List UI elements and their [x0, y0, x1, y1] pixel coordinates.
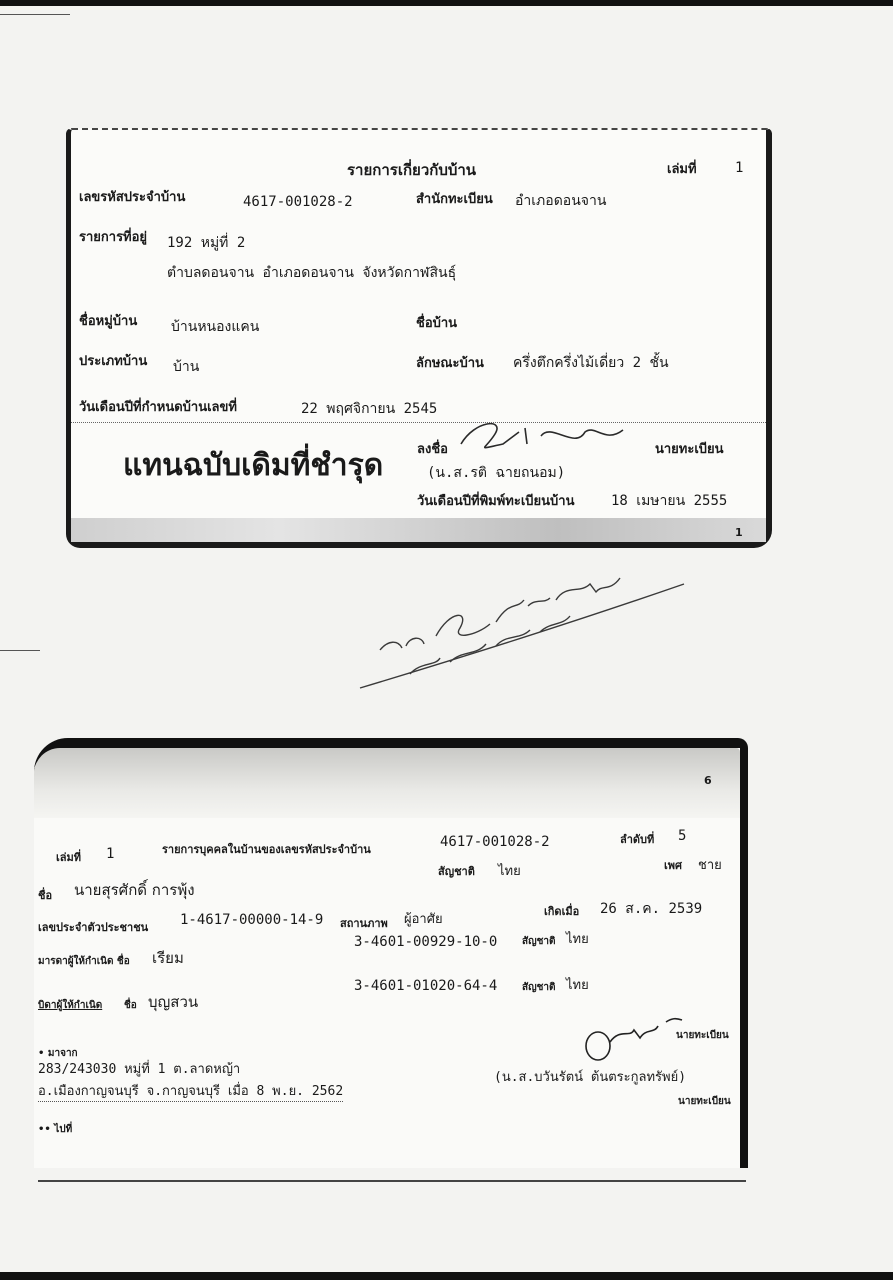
- address-label: รายการที่อยู่: [79, 230, 148, 245]
- page-number: 6: [704, 774, 712, 787]
- scan-bottom-border: [0, 1272, 893, 1280]
- scan-edge-mark: [0, 650, 40, 651]
- house-id-label: เลขรหัสประจำบ้าน: [79, 190, 186, 205]
- house-style-label: ลักษณะบ้าน: [416, 356, 484, 371]
- mother-id: 3-4601-00929-10-0: [354, 934, 498, 950]
- father-nat-label: สัญชาติ: [522, 982, 556, 993]
- status: ผู้อาศัย: [404, 912, 443, 927]
- numbered-date: 22 พฤศจิกายน 2545: [301, 401, 438, 417]
- registrar2-name: (น.ส.บวันรัตน์ ต้นตระกูลทรัพย์): [494, 1070, 687, 1085]
- father-nat: ไทย: [566, 978, 589, 993]
- house-id: 4617-001028-2: [440, 834, 550, 850]
- registrar-office-label: สำนักทะเบียน: [416, 192, 493, 207]
- persons-title: รายการบุคคลในบ้านของเลขรหัสประจำบ้าน: [162, 843, 371, 856]
- order-number: 5: [678, 828, 687, 844]
- book-label: เล่มที่: [667, 162, 697, 177]
- registrar-signature: [455, 414, 635, 454]
- house-name-label: ชื่อบ้าน: [416, 316, 458, 331]
- house-type: บ้าน: [173, 359, 200, 375]
- address-line2: ตำบลดอนจาน อำเภอดอนจาน จังหวัดกาฬสินธุ์: [167, 265, 457, 281]
- address-line1: 192 หมู่ที่ 2: [167, 235, 246, 251]
- print-date-label: วันเดือนปีที่พิมพ์ทะเบียนบ้าน: [417, 494, 575, 509]
- nationality: ไทย: [498, 864, 521, 879]
- mother-nat: ไทย: [566, 932, 589, 947]
- book-label: เล่มที่: [56, 851, 82, 864]
- numbered-date-label: วันเดือนปีที่กำหนดบ้านเลขที่: [79, 400, 237, 415]
- village-label: ชื่อหมู่บ้าน: [79, 314, 138, 329]
- scan-top-border: [0, 0, 893, 6]
- id-number: 1-4617-00000-14-9: [180, 912, 324, 928]
- registrar-title: นายทะเบียน: [655, 442, 724, 457]
- father-name: บุญสวน: [148, 993, 199, 1011]
- page-number: 1: [735, 526, 743, 539]
- house-style: ครึ่งตึกครึ่งไม้เดี่ยว 2 ชั้น: [513, 355, 669, 371]
- father-id: 3-4601-01020-64-4: [354, 978, 498, 994]
- card-title: รายการเกี่ยวกับบ้าน: [347, 161, 477, 179]
- person-name: นายสุรศักดิ์ การพุ้ง: [74, 881, 195, 899]
- order-label: ลำดับที่: [620, 833, 655, 846]
- father-name-label: ชื่อ: [124, 1000, 137, 1011]
- house-info-card: [66, 128, 772, 548]
- nationality-label: สัญชาติ: [438, 865, 475, 878]
- father-label: บิดาผู้ให้กำเนิด: [38, 1000, 103, 1011]
- to-label: •• ไปที่: [38, 1124, 73, 1135]
- mother-label: มารดาผู้ให้กำเนิด ชื่อ: [38, 956, 130, 967]
- print-date: 18 เมษายน 2555: [611, 493, 728, 509]
- name-label: ชื่อ: [38, 889, 53, 902]
- mother-name: เรียม: [152, 949, 184, 967]
- card-curl-shadow: [34, 748, 740, 818]
- mother-nat-label: สัญชาติ: [522, 936, 556, 947]
- registrar-office: อำเภอดอนจาน: [515, 193, 607, 209]
- village: บ้านหนองแคน: [171, 319, 260, 335]
- person-record-card: [34, 738, 748, 1168]
- birth-label: เกิดเมื่อ: [544, 905, 580, 918]
- card-bottom-line: [38, 1180, 746, 1182]
- sign-label: ลงชื่อ: [417, 442, 448, 457]
- house-id: 4617-001028-2: [243, 194, 353, 210]
- from-label: • มาจาก: [38, 1048, 78, 1059]
- registrar-signature: [574, 1008, 684, 1068]
- divider: [71, 422, 766, 423]
- sex: ชาย: [698, 858, 722, 873]
- book-number: 1: [106, 846, 115, 862]
- registrar2-title: นายทะเบียน: [678, 1096, 731, 1107]
- sex-label: เพศ: [664, 859, 682, 872]
- handwritten-certification: [340, 570, 700, 700]
- house-type-label: ประเภทบ้าน: [79, 354, 148, 369]
- registrar-title: นายทะเบียน: [676, 1030, 729, 1041]
- from-line2: อ.เมืองกาญจนบุรี จ.กาญจนบุรี เมื่อ 8 พ.ย. 2562: [38, 1080, 343, 1102]
- card-bottom-band: [71, 518, 766, 542]
- from-line1: 283/243030 หมู่ที่ 1 ต.ลาดหญ้า: [38, 1062, 241, 1077]
- id-label: เลขประจำตัวประชาชน: [38, 921, 149, 934]
- registrar-name: (น.ส.รติ ฉายถนอม): [427, 465, 566, 481]
- book-number: 1: [735, 160, 744, 176]
- scan-edge-mark: [0, 14, 70, 15]
- replacement-notice: แทนฉบับเดิมที่ชำรุด: [123, 448, 384, 483]
- status-label: สถานภาพ: [340, 917, 388, 930]
- birth-date: 26 ส.ค. 2539: [600, 901, 703, 917]
